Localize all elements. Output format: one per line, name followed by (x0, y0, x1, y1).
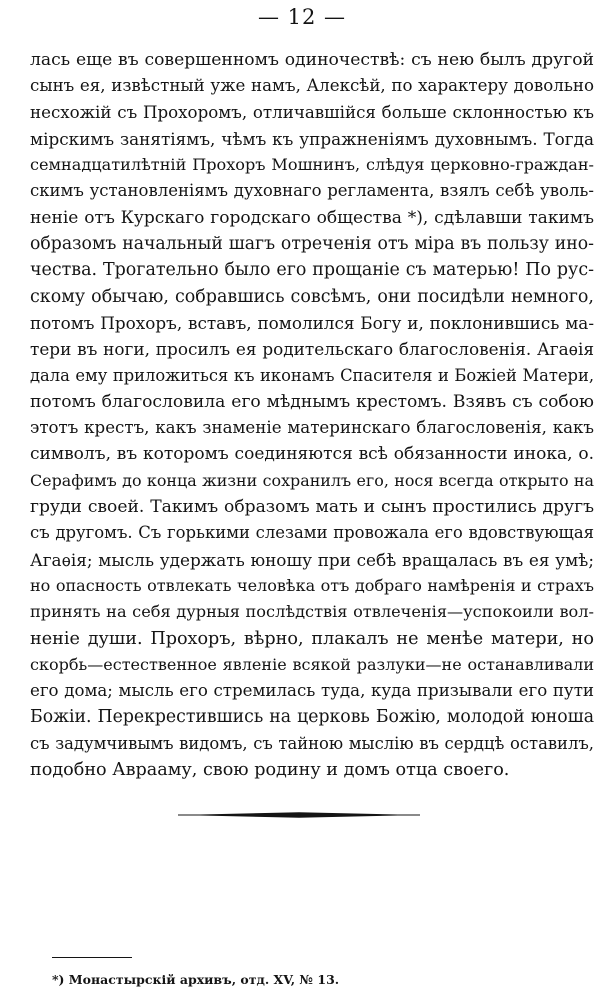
footnote-rule (52, 957, 132, 958)
text-line: дала ему приложиться къ иконамъ Спасителя и Божіей Матери, (30, 365, 594, 385)
text-line: несхожій съ Прохоромъ, отличавшійся больше склонностью къ (30, 102, 594, 122)
text-line: Агаѳія; мысль удержать юношу при себѣ вращалась въ ея умѣ; (30, 549, 594, 570)
text-line: съ другомъ. Съ горькими слезами провожала его вдовствующая (30, 523, 594, 543)
text-line: скорбь—естественное явленіе всякой разлуки—не останавливали (30, 654, 594, 674)
text-line: этотъ крестъ, какъ знаменіе материнскаго благословенія, какъ (30, 418, 594, 438)
text-line: его дома; мысль его стремилась туда, куда призывали его пути (30, 681, 594, 701)
text-line: символъ, въ которомъ соединяются всѣ обязанности инока, о. (30, 444, 594, 465)
text-line: сынъ ея, извѣстный уже намъ, Алексѣй, по характеру довольно (30, 76, 594, 96)
text-line: мірскимъ занятіямъ, чѣмъ къ упражненіямъ духовнымъ. Тогда (30, 128, 594, 149)
text-line: скому обычаю, собравшись совсѣмъ, они посидѣли немного, (30, 286, 594, 307)
text-line: Божіи. Перекрестившись на церковь Божію, молодой юноша (30, 707, 594, 728)
text-line: образомъ начальный шагъ отреченія отъ міра въ пользу ино- (30, 234, 594, 255)
text-line: потомъ Прохоръ, вставъ, помолился Богу и, поклонившись ма- (30, 312, 594, 333)
main-text (30, 47, 594, 783)
text-line: но опасность отвлекать человѣка отъ добраго намѣренія и страхъ (30, 575, 594, 595)
footnote: *) Монастырскій архивъ, отд. XV, № 13. (52, 972, 340, 987)
text-line: принять на себя дурныя послѣдствія отвлеченія—успокоили вол- (30, 602, 594, 622)
text-line: лась еще въ совершенномъ одиночествѣ: съ нею былъ другой (30, 50, 594, 70)
text-line: семнадцатилѣтній Прохоръ Мошнинъ, слѣдуя церковно-граждан- (30, 155, 594, 175)
text-line: неніе отъ Курскаго городскаго общества *), сдѣлавши такимъ (30, 207, 594, 228)
text-line: скимъ установленіямъ духовнаго регламента, взялъ себѣ уволь- (30, 181, 594, 201)
text-line: тери въ ноги, просилъ ея родительскаго благословенія. Агаѳія (30, 339, 594, 360)
text-line: подобно Аврааму, свою родину и домъ отца своего. (30, 760, 510, 781)
ornamental-separator (178, 811, 420, 819)
text-line: неніе души. Прохоръ, вѣрно, плакалъ не менѣе матери, но (30, 628, 594, 649)
text-line: съ задумчивымъ видомъ, съ тайною мыслію въ сердцѣ оставилъ, (30, 733, 594, 753)
page-number: — 12 — (257, 5, 347, 29)
text-line: груди своей. Такимъ образомъ мать и сынъ простились другъ (30, 497, 594, 518)
text-line: потомъ благословила его мѣднымъ крестомъ. Взявъ съ собою (30, 391, 594, 412)
text-line: Серафимъ до конца жизни сохранилъ его, нося всегда открыто на (30, 470, 594, 490)
text-line: чества. Трогательно было его прощаніе съ матерью! По рус- (30, 260, 594, 281)
